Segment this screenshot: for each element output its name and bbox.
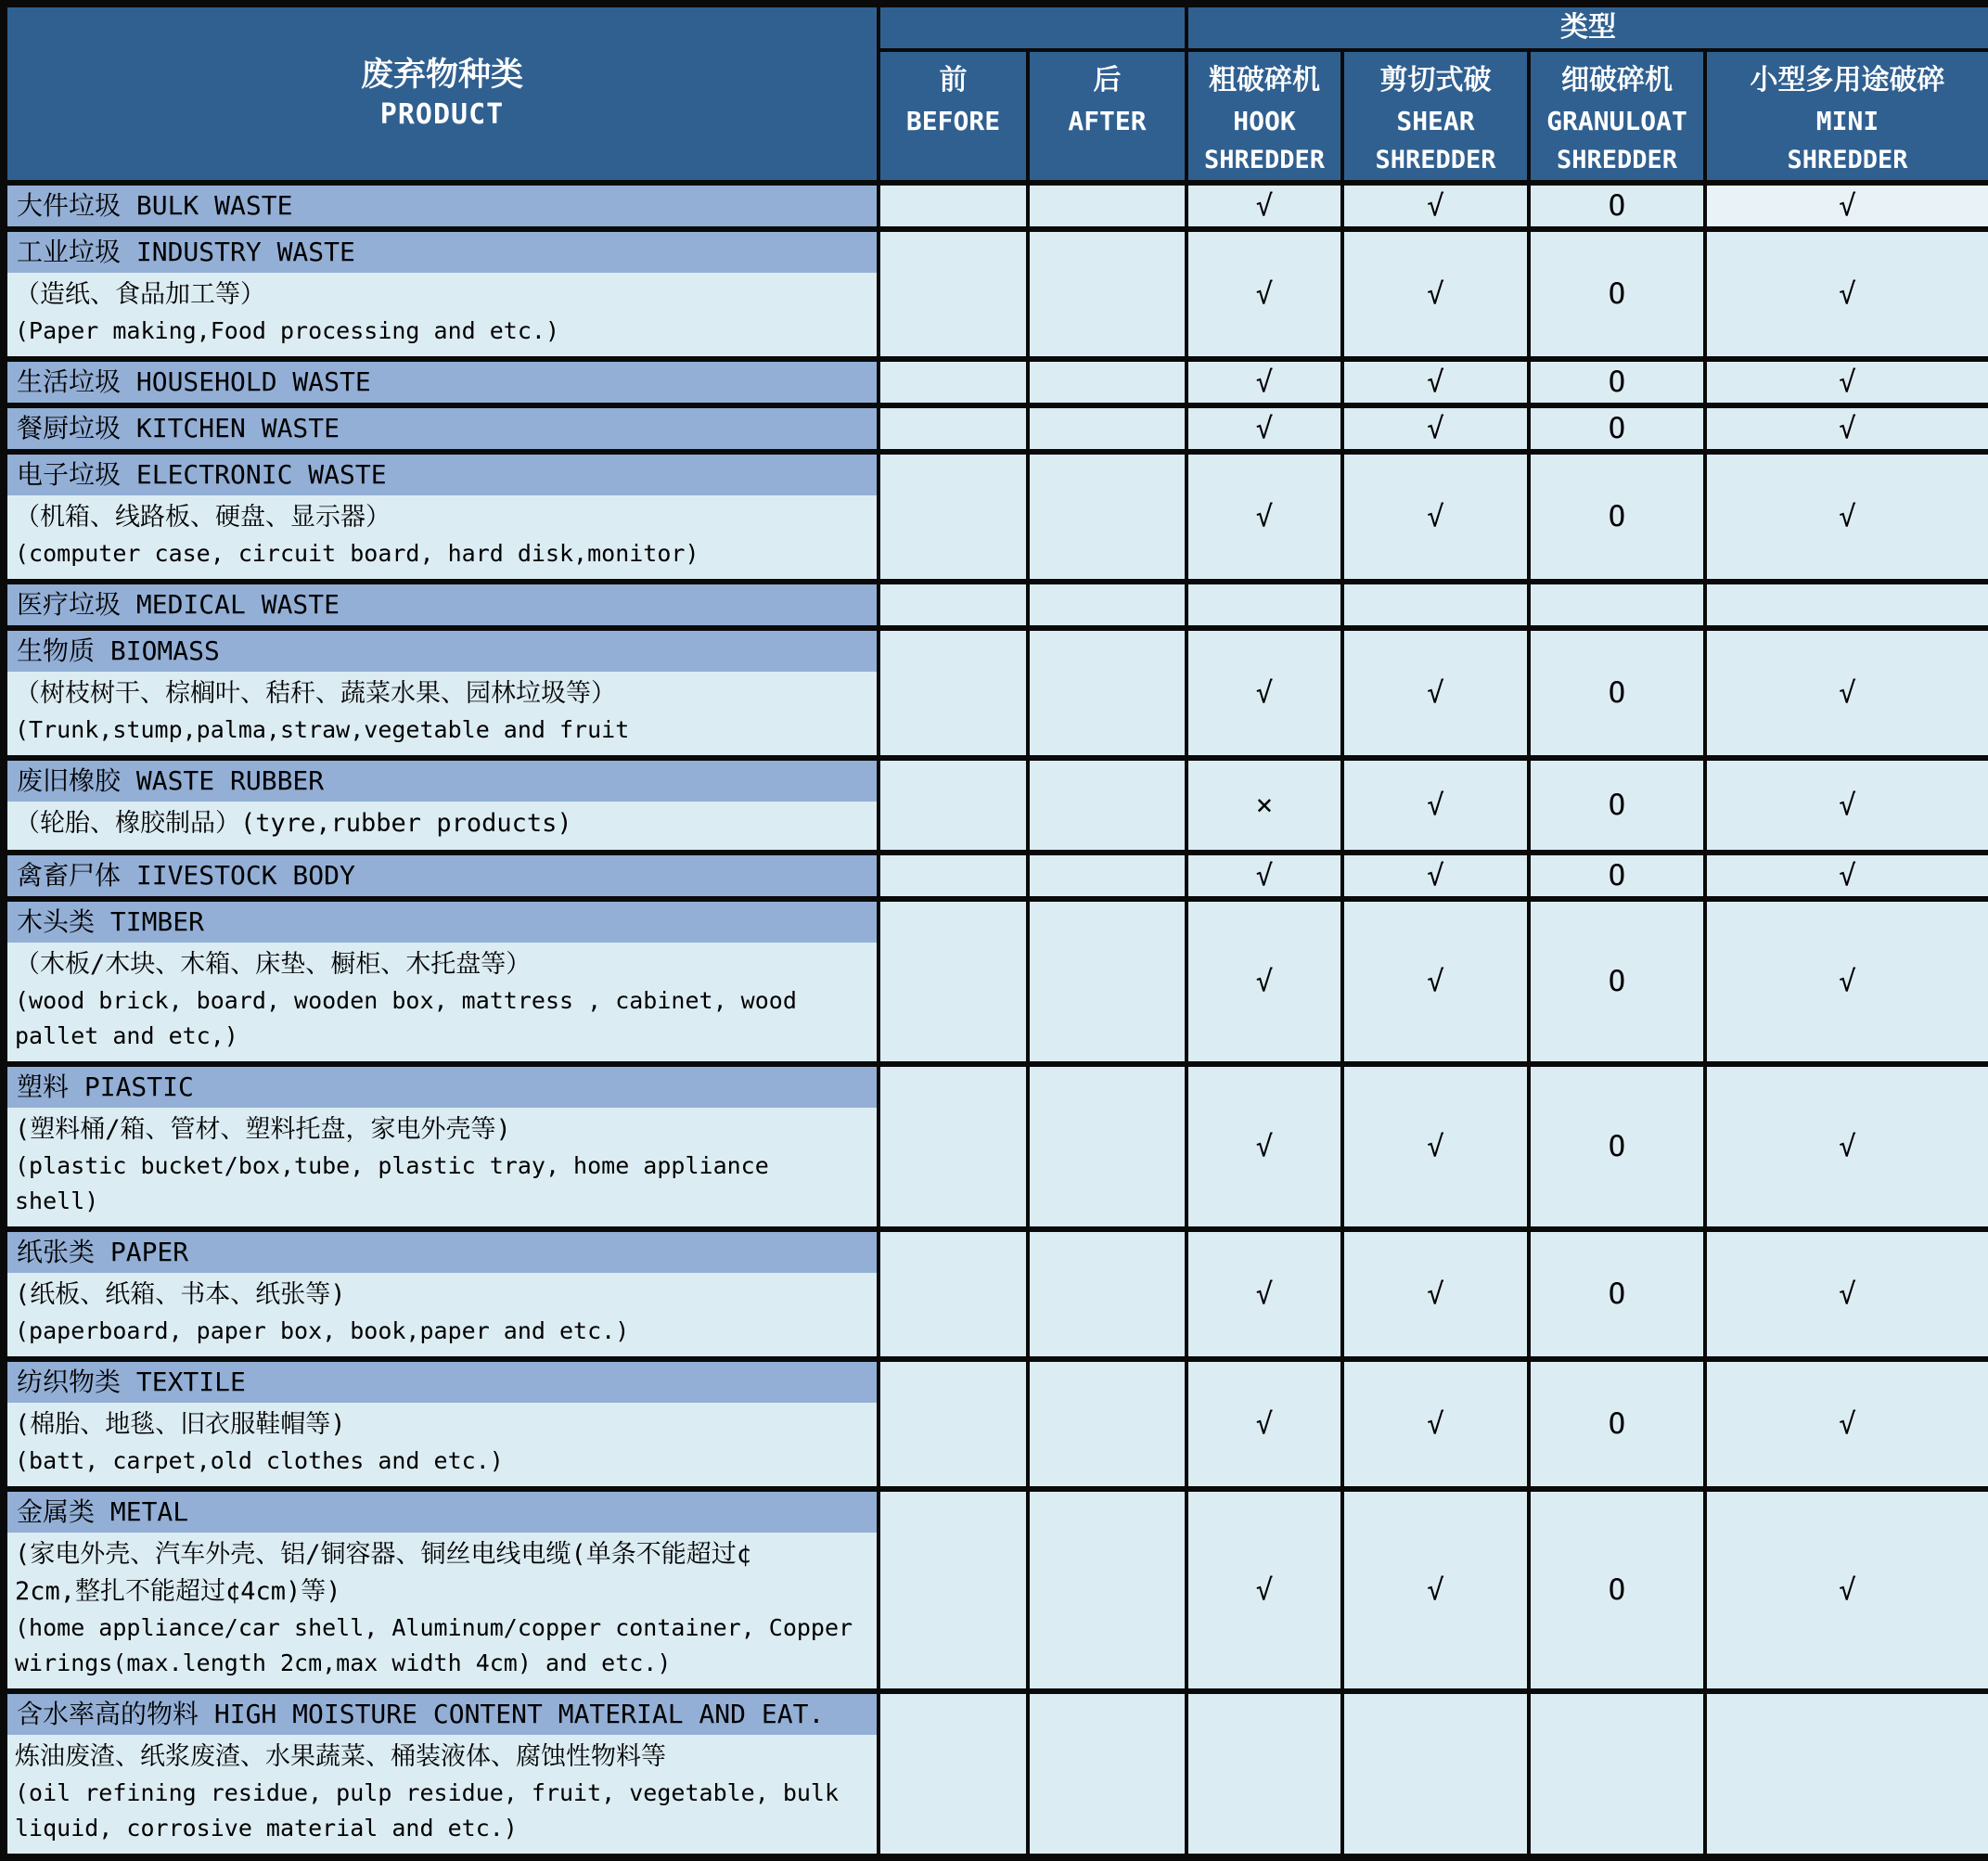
product-label: 工业垃圾 INDUSTRY WASTE [4, 229, 879, 273]
mark-cell-granuloat-shredder: O [1529, 628, 1705, 758]
mark-cell-hook-shredder: √ [1186, 1489, 1342, 1691]
mark-cell-granuloat-shredder: O [1529, 1064, 1705, 1229]
mark-cell-hook-shredder: √ [1186, 853, 1342, 899]
mark-cell-shear-shredder [1342, 1691, 1529, 1857]
product-description [4, 495, 879, 582]
description-line: shell) [15, 1187, 99, 1214]
mark-cell-shear-shredder: √ [1342, 628, 1529, 758]
mark-cell-hook-shredder: √ [1186, 628, 1342, 758]
description-line: （树枝树干、棕榈叶、秸秆、蔬菜水果、园林垃圾等） [15, 679, 616, 708]
description-line: (棉胎、地毯、旧衣服鞋帽等) [15, 1410, 346, 1439]
mark-cell-hook-shredder: √ [1186, 899, 1342, 1064]
mark-cell-before [879, 899, 1028, 1064]
column-header-shear-shredder: 剪切式破 SHEAR SHREDDER [1342, 50, 1529, 183]
mark-cell-before [879, 183, 1028, 229]
mark-cell-hook-shredder: √ [1186, 452, 1342, 582]
mark-cell-before [879, 758, 1028, 853]
description-line: pallet and etc,) [15, 1022, 238, 1049]
mark-cell-shear-shredder [1342, 582, 1529, 628]
description-line: (batt, carpet,old clothes and etc.) [15, 1447, 504, 1474]
mark-cell-after [1028, 1489, 1186, 1691]
product-label: 废旧橡胶 WASTE RUBBER [4, 758, 879, 802]
product-label: 生活垃圾 HOUSEHOLD WASTE [4, 359, 879, 405]
mark-cell-shear-shredder: √ [1342, 1064, 1529, 1229]
product-row [4, 1229, 1988, 1273]
mark-cell-shear-shredder: √ [1342, 899, 1529, 1064]
before-after-header-spacer [879, 4, 1186, 50]
mark-cell-mini-shredder [1705, 1691, 1988, 1857]
mark-cell-mini-shredder: √ [1705, 899, 1988, 1064]
product-row [4, 1359, 1988, 1403]
mark-cell-mini-shredder: √ [1705, 359, 1988, 405]
product-label: 电子垃圾 ELECTRONIC WASTE [4, 452, 879, 495]
mark-cell-granuloat-shredder: O [1529, 1229, 1705, 1359]
description-line: 2cm,整扎不能超过¢4cm)等) [15, 1577, 341, 1606]
description-line: (plastic bucket/box,tube, plastic tray, home appliance [15, 1152, 769, 1179]
mark-cell-shear-shredder: √ [1342, 758, 1529, 853]
column-header-granuloat-shredder: 细破碎机 GRANULOAT SHREDDER [1529, 50, 1705, 183]
column-header-after: 后 AFTER [1028, 50, 1186, 183]
mark-cell-before [879, 1359, 1028, 1489]
table-body [4, 183, 1988, 1857]
mark-cell-mini-shredder: √ [1705, 452, 1988, 582]
mark-cell-hook-shredder: √ [1186, 229, 1342, 359]
product-description [4, 1533, 879, 1691]
mark-cell-granuloat-shredder: O [1529, 1359, 1705, 1489]
description-line: （轮胎、橡胶制品）(tyre,rubber products) [15, 809, 572, 838]
mark-cell-hook-shredder: √ [1186, 359, 1342, 405]
mark-cell-granuloat-shredder: O [1529, 853, 1705, 899]
product-description [4, 943, 879, 1064]
mark-cell-hook-shredder: √ [1186, 1229, 1342, 1359]
mark-cell-shear-shredder: √ [1342, 229, 1529, 359]
mark-cell-before [879, 1691, 1028, 1857]
mark-cell-shear-shredder: √ [1342, 405, 1529, 452]
description-line: （木板/木块、木箱、床垫、橱柜、木托盘等） [15, 950, 532, 979]
mark-cell-after [1028, 452, 1186, 582]
header-row-top [4, 4, 1988, 50]
product-description [4, 1403, 879, 1489]
mark-cell-before [879, 1229, 1028, 1359]
mark-cell-before [879, 853, 1028, 899]
column-header-hook-shredder: 粗破碎机 HOOK SHREDDER [1186, 50, 1342, 183]
mark-cell-shear-shredder: √ [1342, 1489, 1529, 1691]
mark-cell-mini-shredder: √ [1705, 758, 1988, 853]
product-row [4, 1489, 1988, 1533]
mark-cell-after [1028, 1359, 1186, 1489]
mark-cell-mini-shredder: √ [1705, 628, 1988, 758]
mark-cell-hook-shredder: √ [1186, 1064, 1342, 1229]
mark-cell-hook-shredder: √ [1186, 183, 1342, 229]
mark-cell-after [1028, 628, 1186, 758]
product-label: 禽畜尸体 IIVESTOCK BODY [4, 853, 879, 899]
description-line: (Paper making,Food processing and etc.) [15, 317, 559, 344]
product-label: 餐厨垃圾 KITCHEN WASTE [4, 405, 879, 452]
description-line: (塑料桶/箱、管材、塑料托盘，家电外壳等) [15, 1115, 511, 1144]
mark-cell-after [1028, 853, 1186, 899]
product-row [4, 899, 1988, 943]
mark-cell-granuloat-shredder: O [1529, 183, 1705, 229]
mark-cell-before [879, 1489, 1028, 1691]
product-row [4, 628, 1988, 672]
mark-cell-hook-shredder: × [1186, 758, 1342, 853]
product-row [4, 1064, 1988, 1108]
mark-cell-hook-shredder: √ [1186, 405, 1342, 452]
mark-cell-mini-shredder [1705, 582, 1988, 628]
mark-cell-mini-shredder: √ [1705, 853, 1988, 899]
description-line: (家电外壳、汽车外壳、铝/铜容器、铜丝电线电缆(单条不能超过¢ [15, 1540, 752, 1569]
product-label: 含水率高的物料 HIGH MOISTURE CONTENT MATERIAL AND EAT. [4, 1691, 879, 1735]
description-line: (Trunk,stump,palma,straw,vegetable and fruit [15, 716, 630, 743]
description-line: wirings(max.length 2cm,max width 4cm) and etc.) [15, 1649, 672, 1676]
mark-cell-before [879, 452, 1028, 582]
mark-cell-after [1028, 183, 1186, 229]
type-group-header: 类型 [1186, 4, 1988, 50]
column-header-mini-shredder: 小型多用途破碎 MINI SHREDDER [1705, 50, 1988, 183]
description-line: (paperboard, paper box, book,paper and etc.) [15, 1317, 630, 1344]
description-line: 炼油废渣、纸浆废渣、水果蔬菜、桶装液体、腐蚀性物料等 [15, 1742, 666, 1771]
mark-cell-mini-shredder: √ [1705, 1359, 1988, 1489]
mark-cell-after [1028, 582, 1186, 628]
mark-cell-granuloat-shredder [1529, 1691, 1705, 1857]
product-label: 木头类 TIMBER [4, 899, 879, 943]
product-row [4, 405, 1988, 452]
column-header-before: 前 BEFORE [879, 50, 1028, 183]
mark-cell-granuloat-shredder: O [1529, 758, 1705, 853]
description-line: （机箱、线路板、硬盘、显示器） [15, 503, 391, 532]
mark-cell-hook-shredder: √ [1186, 1359, 1342, 1489]
product-label: 金属类 METAL [4, 1489, 879, 1533]
mark-cell-granuloat-shredder: O [1529, 229, 1705, 359]
mark-cell-shear-shredder: √ [1342, 183, 1529, 229]
mark-cell-before [879, 582, 1028, 628]
mark-cell-hook-shredder [1186, 1691, 1342, 1857]
product-row [4, 452, 1988, 495]
mark-cell-before [879, 628, 1028, 758]
product-header-en: PRODUCT [379, 98, 505, 131]
description-line: (纸板、纸箱、书本、纸张等) [15, 1280, 346, 1309]
product-label: 大件垃圾 BULK WASTE [4, 183, 879, 229]
mark-cell-before [879, 229, 1028, 359]
mark-cell-after [1028, 1691, 1186, 1857]
product-label: 塑料 PIASTIC [4, 1064, 879, 1108]
description-line: （造纸、食品加工等） [15, 280, 265, 309]
mark-cell-granuloat-shredder: O [1529, 899, 1705, 1064]
product-description [4, 672, 879, 758]
description-line: (oil refining residue, pulp residue, fruit, vegetable, bulk [15, 1779, 840, 1806]
product-header-zh: 废弃物种类 [360, 57, 523, 94]
product-row [4, 1691, 1988, 1735]
mark-cell-after [1028, 229, 1186, 359]
table-header [4, 4, 1988, 183]
mark-cell-after [1028, 758, 1186, 853]
mark-cell-mini-shredder: √ [1705, 405, 1988, 452]
mark-cell-before [879, 359, 1028, 405]
mark-cell-granuloat-shredder [1529, 582, 1705, 628]
product-description [4, 1273, 879, 1359]
product-row [4, 853, 1988, 899]
mark-cell-after [1028, 1064, 1186, 1229]
description-line: (home appliance/car shell, Aluminum/copper container, Copper [15, 1614, 853, 1641]
mark-cell-before [879, 1064, 1028, 1229]
mark-cell-granuloat-shredder: O [1529, 1489, 1705, 1691]
description-line: (wood brick, board, wooden box, mattress , cabinet, wood [15, 987, 797, 1014]
mark-cell-before [879, 405, 1028, 452]
mark-cell-mini-shredder: √ [1705, 1064, 1988, 1229]
mark-cell-shear-shredder: √ [1342, 853, 1529, 899]
mark-cell-mini-shredder: √ [1705, 183, 1988, 229]
product-description [4, 1108, 879, 1229]
mark-cell-after [1028, 405, 1186, 452]
mark-cell-granuloat-shredder: O [1529, 452, 1705, 582]
product-label: 纺织物类 TEXTILE [4, 1359, 879, 1403]
product-row [4, 582, 1988, 628]
mark-cell-shear-shredder: √ [1342, 1229, 1529, 1359]
mark-cell-mini-shredder: √ [1705, 1489, 1988, 1691]
product-row [4, 229, 1988, 273]
mark-cell-after [1028, 359, 1186, 405]
product-description [4, 1735, 879, 1857]
mark-cell-after [1028, 1229, 1186, 1359]
mark-cell-after [1028, 899, 1186, 1064]
product-row [4, 359, 1988, 405]
mark-cell-mini-shredder: √ [1705, 229, 1988, 359]
product-label: 医疗垃圾 MEDICAL WASTE [4, 582, 879, 628]
description-line: (computer case, circuit board, hard disk,monitor) [15, 540, 699, 567]
mark-cell-shear-shredder: √ [1342, 1359, 1529, 1489]
product-column-header [4, 4, 879, 183]
mark-cell-granuloat-shredder: O [1529, 359, 1705, 405]
product-row [4, 758, 1988, 802]
product-label: 纸张类 PAPER [4, 1229, 879, 1273]
mark-cell-shear-shredder: √ [1342, 452, 1529, 582]
description-line: liquid, corrosive material and etc.) [15, 1815, 518, 1842]
product-row [4, 183, 1988, 229]
mark-cell-mini-shredder: √ [1705, 1229, 1988, 1359]
product-description [4, 273, 879, 359]
product-label: 生物质 BIOMASS [4, 628, 879, 672]
mark-cell-hook-shredder [1186, 582, 1342, 628]
mark-cell-shear-shredder: √ [1342, 359, 1529, 405]
mark-cell-granuloat-shredder: O [1529, 405, 1705, 452]
product-description [4, 802, 879, 853]
